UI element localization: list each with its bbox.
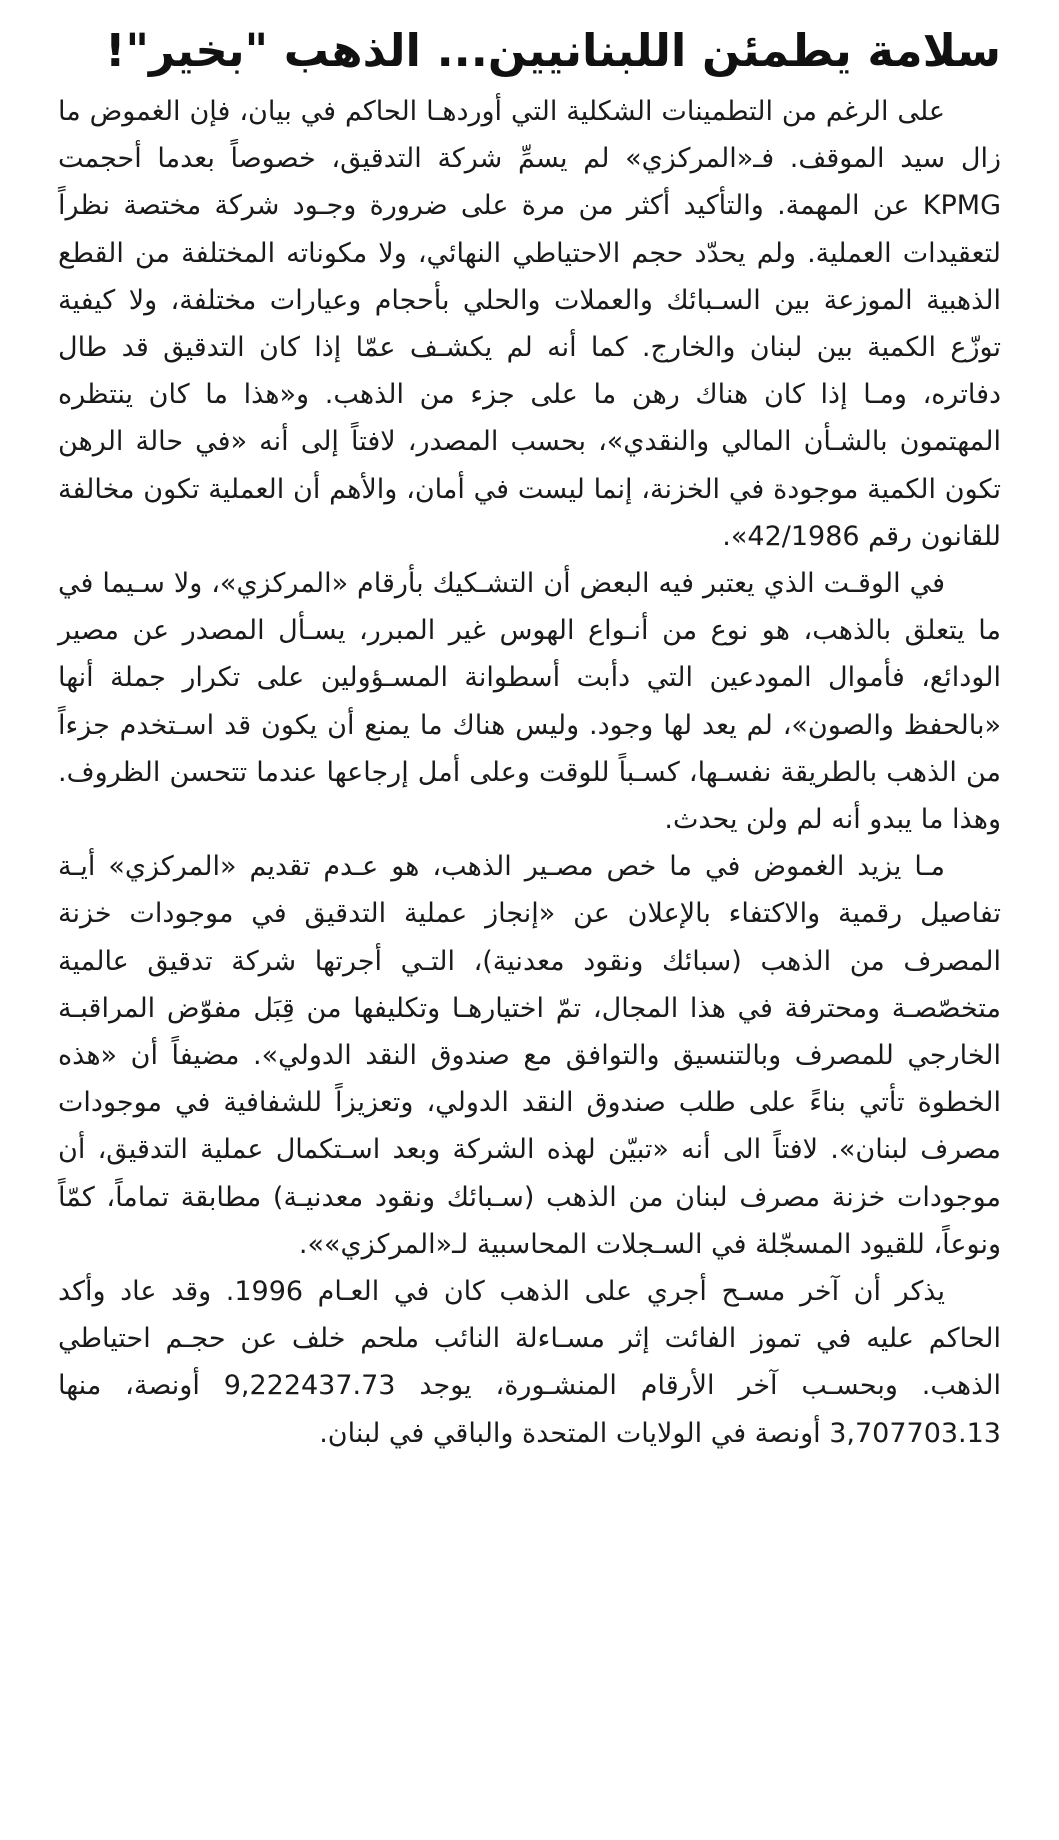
article-paragraph: يذكر أن آخر مسـح أجري على الذهب كان في العـام 1996. وقد عاد وأكد الحاكم عليه في تموز الفائت إثر مسـاءلة النائب ملحم خلف عن حجـم احتياطي الذهب. وبحسـب آخر الأرقام المنشـورة، يوجد 9,222437.73 أونصة، منها 3,707703.13 أونصة في الولايات المتحدة والباقي في لبنان. bbox=[58, 1276, 1001, 1449]
article-paragraph: على الرغم من التطمينات الشكلية التي أوردهـا الحاكم في بيان، فإن الغموض ما زال سيد الموقف. فـ«المركزي» لم يسمِّ شركة التدقيق، خصوصاً بعدما أحجمت KPMG عن المهمة. والتأكيد أكثر من مرة على ضرورة وجـود شركة مختصة نظراً لتعقيدات العملية. ولم يحدّد حجم الاحتياطي النهائي، ولا مكوناته المختلفة من القطع الذهبية الموزعة بين السـبائك والعملات والحلي بأحجام وعيارات مختلفة، ولا كيفية توزّع الكمية بين لبنان والخارج. كما أنه لم يكشـف عمّا إذا كان التدقيق قد طال دفاتره، ومـا إذا كان هناك رهن ما على جزء من الذهب. و«هذا ما كان ينتظره المهتمون بالشـأن المالي والنقدي»، بحسب المصدر، لافتاً إلى أنه «في حالة الرهن تكون الكمية موجودة في الخزنة، إنما ليست في أمان، والأهم أن العملية تكون مخالفة للقانون رقم 42/1986». bbox=[58, 96, 1001, 552]
article-paragraph: مـا يزيد الغموض في ما خص مصـير الذهب، هو عـدم تقديم «المركزي» أيـة تفاصيل رقمية والاكتفاء بالإعلان عن «إنجاز عملية التدقيق في موجودات خزنة المصرف من الذهب (سبائك ونقود معدنية)، التـي أجرتها شركة تدقيق عالمية متخصّصـة ومحترفة في هذا المجال، تمّ اختيارهـا وتكليفها من قِبَل مفوّض المراقبـة الخارجي للمصرف وبالتنسيق والتوافق مع صندوق النقد الدولي». مضيفاً أن «هذه الخطوة تأتي بناءً على طلب صندوق النقد الدولي، وتعزيزاً للشفافية في موجودات مصرف لبنان». لافتاً الى أنه «تبيّن لهذه الشركة وبعد اسـتكمال عملية التدقيق، أن موجودات خزنة مصرف لبنان من الذهب (سـبائك ونقود معدنيـة) مطابقة تماماً، كمّاً ونوعاً، للقيود المسجّلة في السـجلات المحاسبية لـ«المركزي»». bbox=[58, 851, 1001, 1260]
article-body bbox=[58, 88, 1001, 1457]
article-paragraph: في الوقـت الذي يعتبر فيه البعض أن التشـكيك بأرقام «المركزي»، ولا سـيما في ما يتعلق بالذهب، هو نوع من أنـواع الهوس غير المبرر، يسـأل المصدر عن مصير الودائع، فأموال المودعين التي دأبت أسطوانة المسـؤولين على تكرار جملة أنها «بالحفظ والصون»، لم يعد لها وجود. وليس هناك ما يمنع أن يكون قد اسـتخدم جزءاً من الذهب بالطريقة نفسـها، كسـباً للوقت وعلى أمل إرجاعها عندما تتحسن الظروف. وهذا ما يبدو أنه لم ولن يحدث. bbox=[58, 568, 1001, 836]
article-headline: سلامة يطمئن اللبنانيين... الذهب "بخير"! bbox=[104, 24, 1001, 77]
